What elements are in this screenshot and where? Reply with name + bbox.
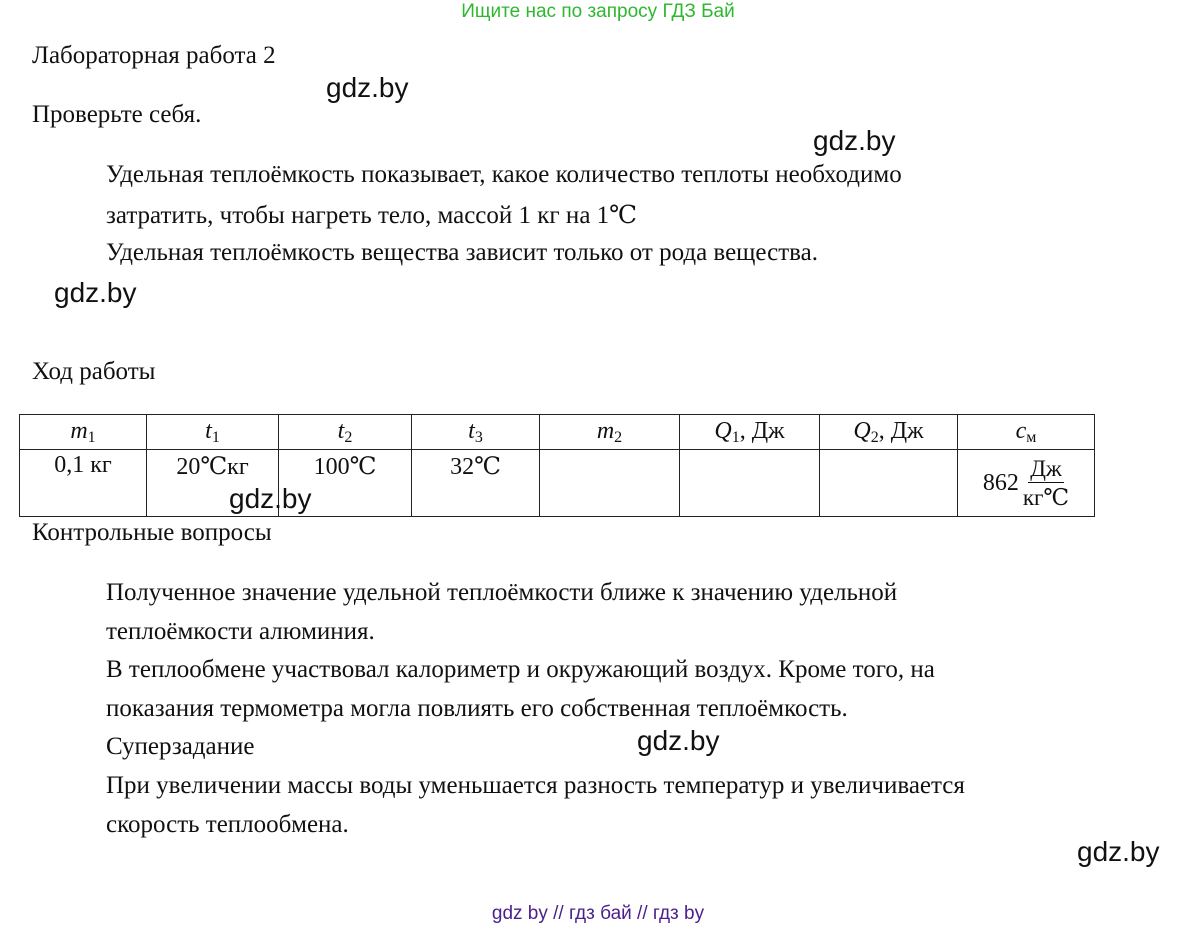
- header-m2: $m_2$: [540, 415, 680, 450]
- procedure-heading: Ход работы: [32, 358, 156, 385]
- header-m1: $m_1$: [20, 415, 147, 450]
- footer-links[interactable]: gdz by // гдз бай // гдз by: [491, 903, 705, 924]
- answer-line: При увеличении массы воды уменьшается разность температур и увеличивается: [106, 772, 965, 799]
- cell-q2: [820, 450, 958, 517]
- watermark: gdz.by: [813, 125, 896, 156]
- unit-denominator: кг℃: [1022, 485, 1070, 510]
- table-row: [20, 450, 1095, 517]
- answer-line: скорость теплообмена.: [106, 811, 349, 838]
- answer-line: показания термометра могла повлиять его собственная теплоёмкость.: [106, 695, 848, 722]
- unit-numerator: Дж: [1030, 456, 1062, 481]
- watermark: gdz.by: [326, 72, 409, 103]
- top-banner-link[interactable]: Ищите нас по запросу ГДЗ Бай: [461, 1, 735, 22]
- table-header-row: [20, 415, 1095, 450]
- measurements-table: [19, 414, 1095, 517]
- answer-line: теплоёмкости алюминия.: [106, 618, 375, 645]
- page-title: Лабораторная работа 2: [32, 42, 276, 69]
- specific-heat-value: 862: [982, 469, 1019, 496]
- header-t3: $t_3$: [412, 415, 540, 450]
- header-q2: $Q_2$, Дж: [820, 415, 958, 450]
- answer-line: В теплообмене участвовал калориметр и окружающий воздух. Кроме того, на: [106, 656, 935, 683]
- check-answer-line: Удельная теплоёмкость показывает, какое количество теплоты необходимо: [106, 161, 902, 188]
- cell-t3: 32℃: [412, 450, 540, 517]
- watermark: gdz.by: [229, 483, 312, 514]
- specific-heat-unit: [1023, 457, 1069, 509]
- cell-m2: [540, 450, 680, 517]
- header-cm: $c_м$: [958, 415, 1095, 450]
- header-q1: $Q_1$, Дж: [680, 415, 820, 450]
- check-yourself-heading: Проверьте себя.: [32, 101, 202, 128]
- check-answer-line: затратить, чтобы нагреть тело, массой 1 кг на 1℃: [106, 202, 638, 229]
- cell-m1: 0,1 кг: [20, 450, 147, 517]
- control-questions-heading: Контрольные вопросы: [32, 519, 272, 546]
- header-t2: $t_2$: [279, 415, 412, 450]
- check-answer-line: Удельная теплоёмкость вещества зависит только от рода вещества.: [106, 239, 818, 266]
- cell-cm: [958, 450, 1095, 517]
- cell-t2: 100℃: [279, 450, 412, 517]
- header-t1: $t_1$: [147, 415, 279, 450]
- answer-line: Полученное значение удельной теплоёмкости ближе к значению удельной: [106, 579, 898, 606]
- cell-t1: 20℃кг: [147, 450, 279, 517]
- superzadanie-heading: Суперзадание: [106, 733, 255, 760]
- cell-q1: [680, 450, 820, 517]
- watermark: gdz.by: [54, 277, 137, 308]
- watermark: gdz.by: [637, 725, 720, 756]
- watermark: gdz.by: [1077, 836, 1160, 867]
